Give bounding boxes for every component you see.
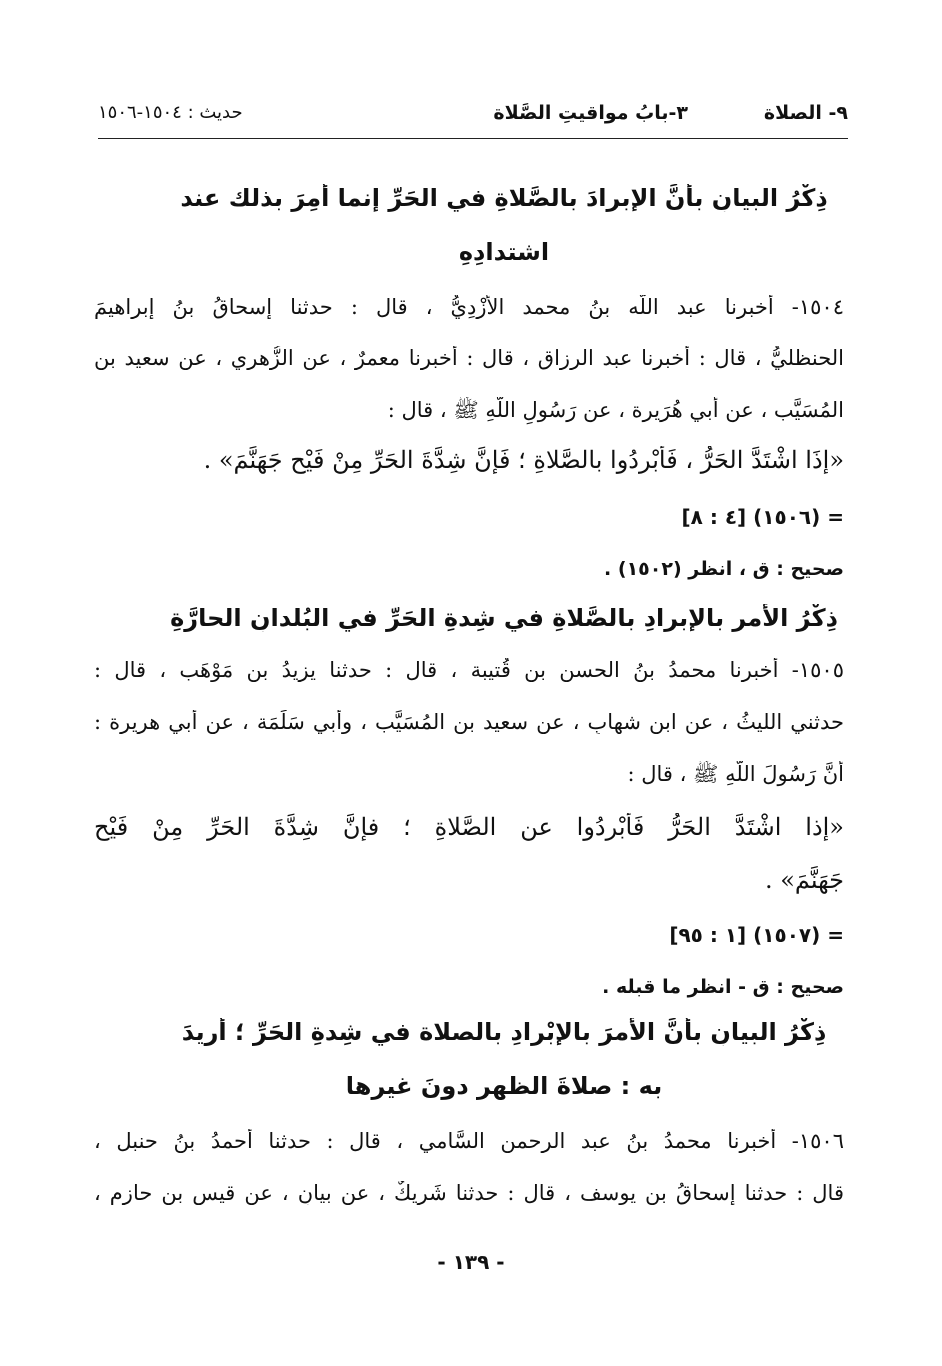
chapter-title: ٩- الصلاة — [763, 102, 848, 124]
authenticity-verdict: صحيح : ق - انظر ما قبله . — [602, 976, 844, 998]
hadith-range: حديث : ١٥٠٤-١٥٠٦ — [98, 102, 243, 123]
hadith-text-line: الحنظليُّ ، قال : أخبرنا عبد الرزاق ، قال : أخبرنا معمرٌ ، عن الزُّهري ، عن سعيد بن — [94, 346, 844, 370]
section-heading-line: اشتدادِهِ — [458, 238, 550, 266]
hadith-text-line: ١٥٠٦- أخبرنا محمدُ بنُ عبد الرحمن السَّامي ، قال : حدثنا أحمدُ بنُ حنبل ، — [94, 1129, 844, 1153]
hadith-text-line: أَنَّ رَسُولَ اللَّهِ ﷺ ، قال : — [627, 762, 844, 786]
prophetic-quote-line: «إذا اشْتَدَّ الحَرُّ فَأَبْرِدُوا عن الصَّلاةِ ؛ فإنَّ شِدَّةَ الحَرِّ مِنْ فَيْحِ — [94, 813, 844, 841]
hadith-text-line: المُسَيَّب ، عن أبي هُرَيرة ، عن رَسُولِ اللَّهِ ﷺ ، قال : — [387, 398, 844, 422]
hadith-text-line: ١٥٠٤- أخبرنا عبد اللَّه بنُ محمد الأزْدِيُّ ، قال : حدثنا إسحاقُ بنُ إبراهيمَ — [94, 295, 844, 319]
hadith-text-line: حدثني الليثُ ، عن ابن شهابٍ ، عن سعيد بن المُسَيَّب ، وأبي سَلَمَة ، عن أبي هريرة : — [94, 710, 844, 734]
prophetic-quote-line: جَهَنَّمَ» . — [764, 866, 844, 894]
hadith-text-line: ١٥٠٥- أخبرنا محمدُ بنُ الحسن بن قُتيبة ، قال : حدثنا يزيدُ بن مَوْهَب ، قال : — [94, 658, 844, 682]
running-header — [98, 98, 848, 139]
authenticity-verdict: صحيح : ق ، انظر (١٥٠٢) . — [604, 558, 844, 580]
hadith-text-line: قال : حدثنا إسحاقُ بن يوسف ، قال : حدثنا شَرِيكٌ ، عن بيانٍ ، عن قيس بنِ حازم ، — [94, 1181, 844, 1205]
section-heading-line: ذِكْرُ البيانِ بأنَّ الأمرَ بالإِبْرادِ بالصلاة في شِدةِ الحَرِّ ؛ أُريدَ — [181, 1018, 827, 1046]
section-heading-line: به : صلاةَ الظهر دونَ غيرِها — [345, 1072, 663, 1100]
cross-reference: = (١٥٠٦) [٤ : ٨] — [681, 505, 844, 529]
section-heading-line: ذِكْرُ الأمرِ بالإِبرادِ بالصَّلاةِ في شِدةِ الحَرِّ في البُلدانِ الحارَّةِ — [170, 604, 838, 632]
page-number: - ١٣٩ - — [437, 1250, 505, 1274]
section-title: ٣-بابُ مواقيتِ الصَّلاة — [493, 102, 688, 124]
cross-reference: = (١٥٠٧) [١ : ٩٥] — [669, 923, 844, 947]
prophetic-quote-line: «إِذَا اشْتَدَّ الحَرُّ ، فَأَبْرِدُوا بالصَّلاةِ ؛ فَإِنَّ شِدَّةَ الحَرِّ مِنْ فَيْحِ جَهَنَّمَ» . — [203, 446, 844, 474]
section-heading-line: ذِكْرُ البيانِ بأنَّ الإِبرادَ بالصَّلاةِ في الحَرِّ إنما أُمِرَ بذلك عند — [180, 184, 828, 212]
